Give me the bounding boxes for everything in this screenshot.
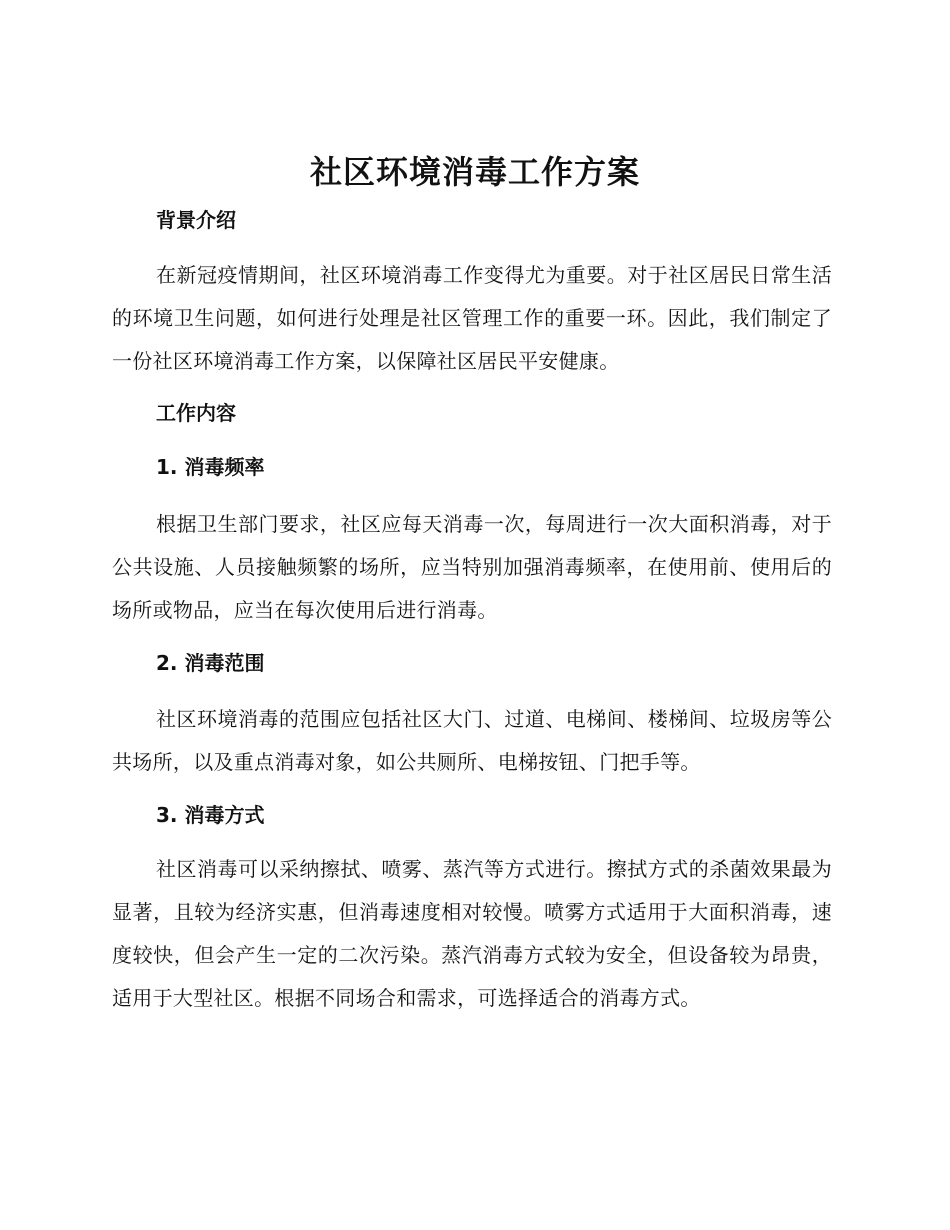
paragraph-method: 社区消毒可以采纳擦拭、喷雾、蒸汽等方式进行。擦拭方式的杀菌效果最为显著，且较为经济实惠，但消毒速度相对较慢。喷雾方式适用于大面积消毒，速度较快，但会产生一定的二次污染。蒸汽消毒方式较为安全，但设备较为昂贵，适用于大型社区。根据不同场合和需求，可选择适合的消毒方式。 xyxy=(112,857,832,1010)
subheading-frequency: 1. 消毒频率 xyxy=(156,455,265,479)
document-title: 社区环境消毒工作方案 xyxy=(309,153,640,191)
section-heading-background: 背景介绍 xyxy=(156,208,236,232)
paragraph-frequency: 根据卫生部门要求，社区应每天消毒一次，每周进行一次大面积消毒，对于公共设施、人员接触频繁的场所，应当特别加强消毒频率，在使用前、使用后的场所或物品，应当在每次使用后进行消毒。 xyxy=(112,512,832,622)
subheading-range: 2. 消毒范围 xyxy=(156,651,265,675)
subheading-method: 3. 消毒方式 xyxy=(156,803,265,827)
paragraph-range: 社区环境消毒的范围应包括社区大门、过道、电梯间、楼梯间、垃圾房等公共场所，以及重点消毒对象，如公共厕所、电梯按钮、门把手等。 xyxy=(112,707,832,774)
paragraph-background: 在新冠疫情期间，社区环境消毒工作变得尤为重要。对于社区居民日常生活的环境卫生问题，如何进行处理是社区管理工作的重要一环。因此，我们制定了一份社区环境消毒工作方案，以保障社区居民平安健康。 xyxy=(112,263,832,373)
section-heading-work-content: 工作内容 xyxy=(156,401,236,425)
